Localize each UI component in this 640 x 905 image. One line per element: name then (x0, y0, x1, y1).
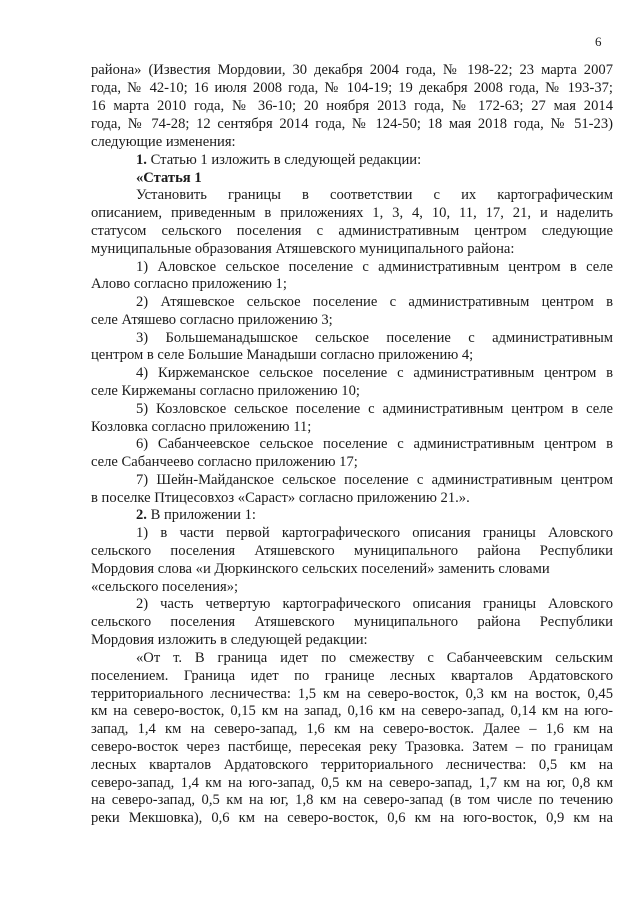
line-text: Статью 1 изложить в следующей редакции: (146, 152, 422, 168)
line-text: сельского поселения Атяшевского муниципального района Республики (91, 543, 613, 559)
text-line (136, 401, 613, 418)
line-text: 5) Козловское сельское поселение с административным центром в селе (136, 401, 613, 417)
text-line (91, 775, 613, 792)
text-line (136, 650, 613, 667)
page-number: 6 (595, 34, 602, 49)
text-line (91, 80, 613, 97)
line-text: В приложении 1: (146, 507, 256, 523)
line-text: Мордовия изложить в следующей редакции: (91, 632, 368, 648)
text-line (136, 507, 613, 524)
text-line (91, 276, 613, 293)
text-line (136, 187, 613, 204)
line-text: 4) Киржеманское сельское поселение с административным центром в (136, 365, 613, 381)
line-text: 1) Аловское сельское поселение с административным центром в селе (136, 259, 613, 275)
text-line (91, 347, 613, 364)
text-line (91, 62, 613, 79)
text-line (91, 543, 613, 560)
line-text: сельского поселения Атяшевского муниципального района Республики (91, 614, 613, 630)
item-number: 1. (136, 152, 147, 168)
text-line (136, 152, 613, 169)
text-line (136, 259, 613, 276)
line-text: 2) часть четвертую картографического описания границы Аловского (136, 596, 613, 612)
line-text: Установить границы в соответствии с их картографическим (136, 187, 613, 203)
text-line (91, 205, 613, 222)
line-text: «Статья 1 (136, 170, 202, 186)
line-text: селе Атяшево согласно приложению 3; (91, 312, 333, 328)
text-line (91, 614, 613, 631)
text-line (91, 668, 613, 685)
line-text: поселением. Граница идет по границе лесных кварталов Ардатовского (91, 668, 613, 684)
line-text: 3) Большеманадышское сельское поселение с административным (136, 330, 613, 346)
text-line (91, 739, 613, 756)
line-text: км на северо-восток, 0,15 км на запад, 0,16 км на северо-запад, 0,14 км на юго- (91, 703, 613, 719)
text-line (91, 686, 613, 703)
line-text: реки Мекшовка), 0,6 км на северо-восток, 0,6 км на юго-восток, 0,9 км на (91, 810, 613, 826)
line-text: года, № 42-10; 16 июля 2008 года, № 104-19; 19 декабря 2008 года, № 193-37; (91, 80, 613, 96)
line-text: года, № 74-28; 12 сентября 2014 года, № 124-50; 18 мая 2018 года, № 51-23) (91, 116, 613, 132)
text-line (91, 98, 613, 115)
text-line (91, 561, 613, 578)
text-line (91, 419, 613, 436)
line-text: Козловка согласно приложению 11; (91, 419, 312, 435)
line-text: территориального лесничества: 1,5 км на северо-восток, 0,3 км на восток, 0,45 (91, 686, 613, 702)
text-line (91, 134, 613, 151)
text-line (136, 294, 613, 311)
line-text: в поселке Птицесовхоз «Сараст» согласно приложению 21.». (91, 490, 470, 506)
line-text: 7) Шейн-Майданское сельское поселение с административным центром (136, 472, 613, 488)
text-line (91, 632, 613, 649)
line-text: района» (Известия Мордовии, 30 декабря 2004 года, № 198-22; 23 марта 2007 (91, 62, 613, 78)
text-line (91, 721, 613, 738)
line-text: муниципальные образования Атяшевского муниципального района: (91, 241, 515, 257)
text-line (136, 525, 613, 542)
line-text: описанием, приведенным в приложениях 1, 3, 4, 10, 11, 17, 21, и наделить (91, 205, 613, 221)
text-line (91, 810, 613, 827)
line-text: «сельского поселения»; (91, 579, 239, 595)
line-text: 6) Сабанчеевское сельское поселение с административным центром в (136, 436, 613, 452)
text-line (91, 454, 613, 471)
line-text: запад, 1,4 км на северо-запад, 1,6 км на северо-восток. Далее – 1,6 км на (91, 721, 613, 737)
text-line (91, 223, 613, 240)
line-text: следующие изменения: (91, 134, 236, 150)
item-number: 2. (136, 507, 147, 523)
line-text: центром в селе Большие Манадыши согласно приложению 4; (91, 347, 474, 363)
line-text: селе Сабанчеево согласно приложению 17; (91, 454, 358, 470)
text-line (136, 472, 613, 489)
text-line (91, 241, 613, 258)
text-line (91, 792, 613, 809)
line-text: на северо-запад, 0,5 км на юг, 1,8 км на северо-запад (в том числе по течению (91, 792, 613, 808)
text-line (136, 330, 613, 347)
line-text: «От т. В граница идет по смежеству с Сабанчеевским сельским (136, 650, 613, 666)
text-line (91, 312, 613, 329)
text-line (136, 365, 613, 382)
line-text: Мордовия слова «и Дюркинского сельских поселений» заменить словами (91, 561, 550, 577)
text-line (91, 703, 613, 720)
line-text: северо-восток через пастбище, пересекая реку Тразовка. Затем – по границам (91, 739, 613, 755)
line-text: 2) Атяшевское сельское поселение с административным центром в (136, 294, 613, 310)
line-text: лесных кварталов Ардатовского территориального лесничества: 0,5 км на (91, 757, 613, 773)
text-line (91, 579, 613, 596)
line-text: северо-запад, 1,4 км на юго-запад, 0,5 км на северо-запад, 1,7 км на юг, 0,8 км (91, 775, 613, 791)
text-line (91, 383, 613, 400)
text-line (91, 757, 613, 774)
text-line (136, 170, 613, 187)
line-text: статусом сельского поселения с административным центром следующие (91, 223, 613, 239)
line-text: Алово согласно приложению 1; (91, 276, 287, 292)
line-text: 1) в части первой картографического описания границы Аловского (136, 525, 613, 541)
text-line (136, 596, 613, 613)
text-line (91, 490, 613, 507)
text-line (91, 116, 613, 133)
text-line (136, 436, 613, 453)
line-text: 16 марта 2010 года, № 36-10; 20 ноября 2013 года, № 172-63; 27 мая 2014 (91, 98, 613, 114)
line-text: селе Киржеманы согласно приложению 10; (91, 383, 360, 399)
